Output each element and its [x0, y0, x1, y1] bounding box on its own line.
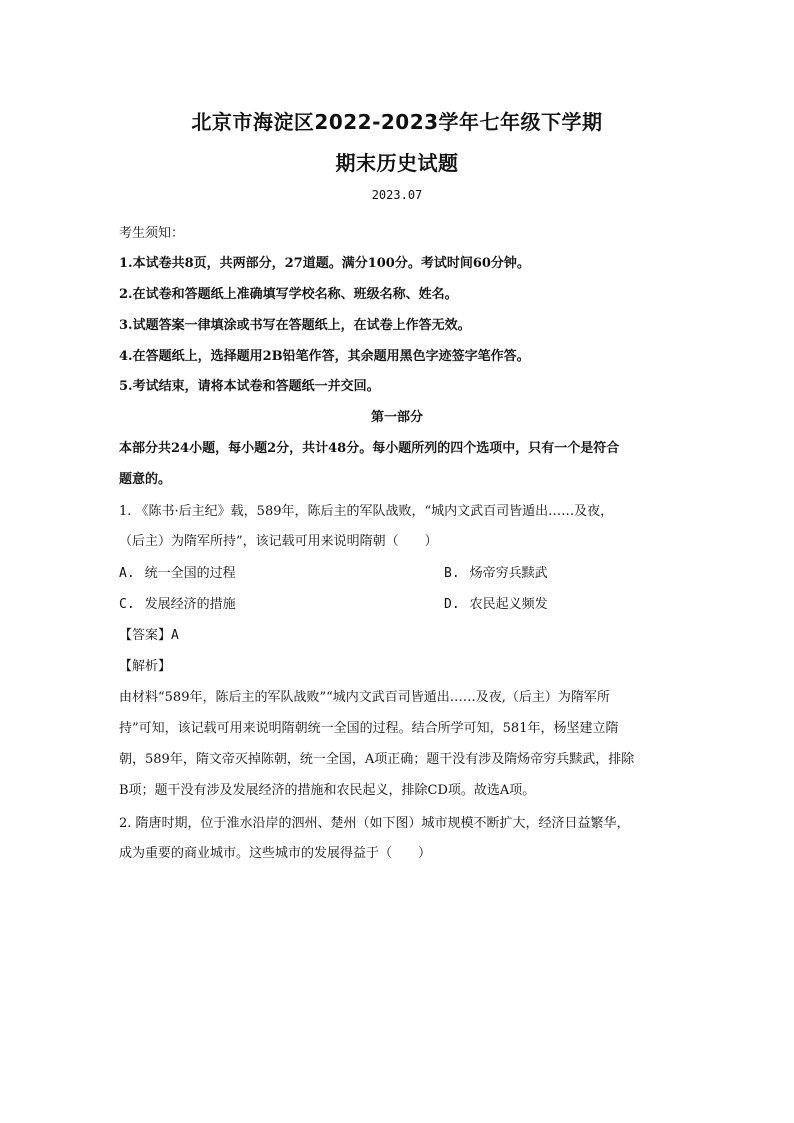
option-text: 统一全国的过程 — [144, 566, 236, 581]
analysis-text: B项；题干没有涉及发展经济的措施和农民起义，排除CD项。故选A项。 — [119, 783, 536, 798]
exam-title: 北京市海淀区2022-2023学年七年级下学期 — [191, 110, 603, 134]
option-letter: A. — [119, 566, 135, 581]
notice-item: 5.考试结束，请将本试卷和答题纸一并交回。 — [119, 379, 380, 394]
option-text: 发展经济的措施 — [144, 597, 236, 612]
option-letter: B. — [444, 566, 460, 581]
analysis-text: 由材料“589年，陈后主的军队战败”“城内文武百司皆遁出……及夜,（后主）为隋军所 — [119, 690, 610, 705]
option-d — [444, 593, 548, 612]
exam-subtitle: 期末历史试题 — [335, 151, 459, 175]
option-text: 农民起义频发 — [469, 597, 548, 612]
analysis-text: 朝，589年，隋文帝灭掉陈朝，统一全国，A项正确；题干没有涉及隋炀帝穷兵黩武，排除 — [119, 752, 635, 767]
option-text: 炀帝穷兵黩武 — [469, 566, 548, 581]
option-b — [444, 562, 548, 581]
answer-value: A — [171, 628, 179, 643]
question-2-stem-cont: 成为重要的商业城市。这些城市的发展得益于（ ） — [119, 846, 432, 861]
part-heading: 第一部分 — [370, 410, 423, 425]
option-letter: C. — [119, 597, 135, 612]
notice-heading: 考生须知： — [119, 226, 185, 241]
option-letter: D. — [444, 597, 460, 612]
analysis-label: 【解析】 — [119, 659, 172, 674]
notice-item: 1.本试卷共8页，共两部分，27道题。满分100分。考试时间60分钟。 — [119, 256, 530, 271]
notice-item: 2.在试卷和答题纸上准确填写学校名称、班级名称、姓名。 — [119, 287, 458, 302]
part-intro: 本部分共24小题，每小题2分，共计48分。每小题所列的四个选项中，只有一个是符合 — [119, 441, 620, 456]
question-1-stem: 1. 《陈书·后主纪》载，589年，陈后主的军队战败，“城内文武百司皆遁出……及夜， — [119, 504, 614, 519]
option-c — [119, 593, 236, 612]
option-a — [119, 562, 236, 581]
question-1-stem-cont: （后主）为隋军所持”，该记载可用来说明隋朝（ ） — [119, 534, 438, 549]
answer-label: 【答案】 — [119, 628, 172, 643]
exam-date: 2023.07 — [371, 188, 423, 202]
part-intro-cont: 题意的。 — [119, 472, 172, 487]
answer-line — [119, 624, 179, 643]
question-2-stem: 2. 隋唐时期，位于淮水沿岸的泗州、楚州（如下图）城市规模不断扩大，经济日益繁华， — [119, 816, 630, 831]
analysis-text: 持”可知，该记载可用来说明隋朝统一全国的过程。结合所学可知，581年，杨坚建立隋 — [119, 721, 619, 736]
notice-item: 4.在答题纸上，选择题用2B铅笔作答，其余题用黑色字迹签字笔作答。 — [119, 349, 530, 364]
notice-item: 3.试题答案一律填涂或书写在答题纸上，在试卷上作答无效。 — [119, 318, 471, 333]
